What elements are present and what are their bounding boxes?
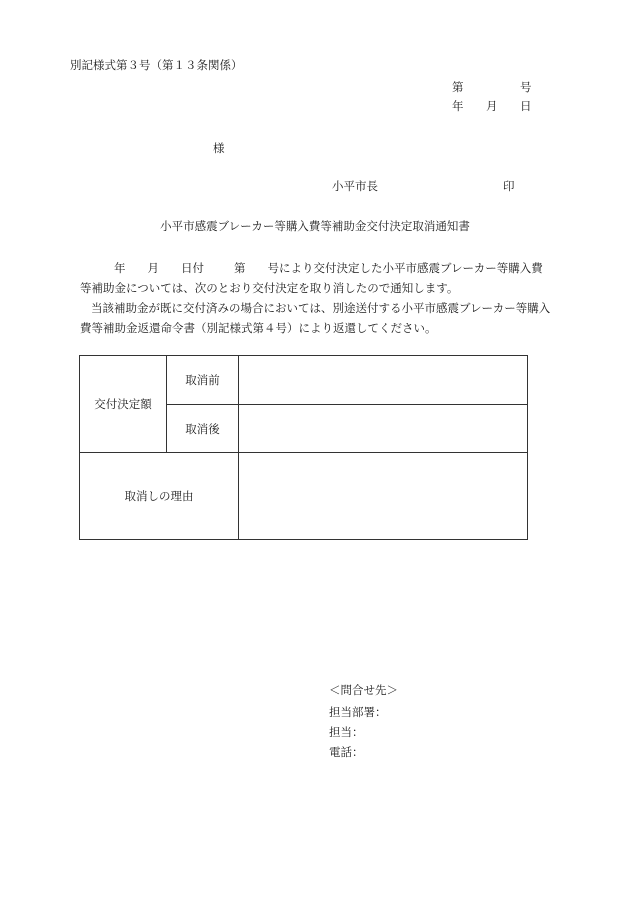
- p1-year: 年: [114, 261, 126, 275]
- grant-amount-label: 交付決定額: [80, 356, 167, 453]
- p1-month: 月: [147, 261, 159, 275]
- before-cancel-label: 取消前: [167, 356, 239, 405]
- date-year: 年: [452, 99, 464, 113]
- contact-title: ＜問合せ先＞: [329, 683, 398, 697]
- after-cancel-label: 取消後: [167, 405, 239, 453]
- contact-department-label: 担当部署：: [329, 705, 387, 719]
- seal-mark: 印: [503, 179, 515, 193]
- form-label: 別記様式第３号（第１３条関係）: [70, 58, 243, 72]
- p1-rest-line1: 号により交付決定した小平市感震ブレーカー等購入費: [267, 261, 543, 275]
- cancellation-table: [79, 355, 528, 540]
- date-day: 日: [520, 99, 532, 113]
- paragraph-notice: [80, 258, 560, 298]
- contact-phone-label: 電話：: [329, 745, 364, 759]
- contact-person-label: 担当：: [329, 725, 364, 739]
- p1-number-prefix: 第: [234, 261, 246, 275]
- p1-line2: 等補助金については、次のとおり交付決定を取り消したので通知します。: [80, 281, 459, 295]
- date-month: 月: [486, 99, 498, 113]
- number-prefix: 第: [452, 80, 464, 94]
- document-title: 小平市感震ブレーカー等購入費等補助金交付決定取消通知書: [160, 219, 470, 233]
- p1-date-suffix: 日付: [181, 261, 204, 275]
- reason-value: [239, 453, 528, 540]
- number-suffix: 号: [520, 80, 532, 94]
- p2-line1: 当該補助金が既に交付済みの場合においては、別途送付する小平市感震ブレーカー等購入: [91, 301, 551, 315]
- addressee-suffix: 様: [213, 141, 225, 155]
- before-cancel-value: [239, 356, 528, 405]
- after-cancel-value: [239, 405, 528, 453]
- paragraph-refund: [80, 298, 560, 338]
- p2-line2: 費等補助金返還命令書（別記様式第４号）により返還してください。: [80, 321, 437, 335]
- reason-label: 取消しの理由: [80, 453, 239, 540]
- issuer-title: 小平市長: [332, 179, 378, 193]
